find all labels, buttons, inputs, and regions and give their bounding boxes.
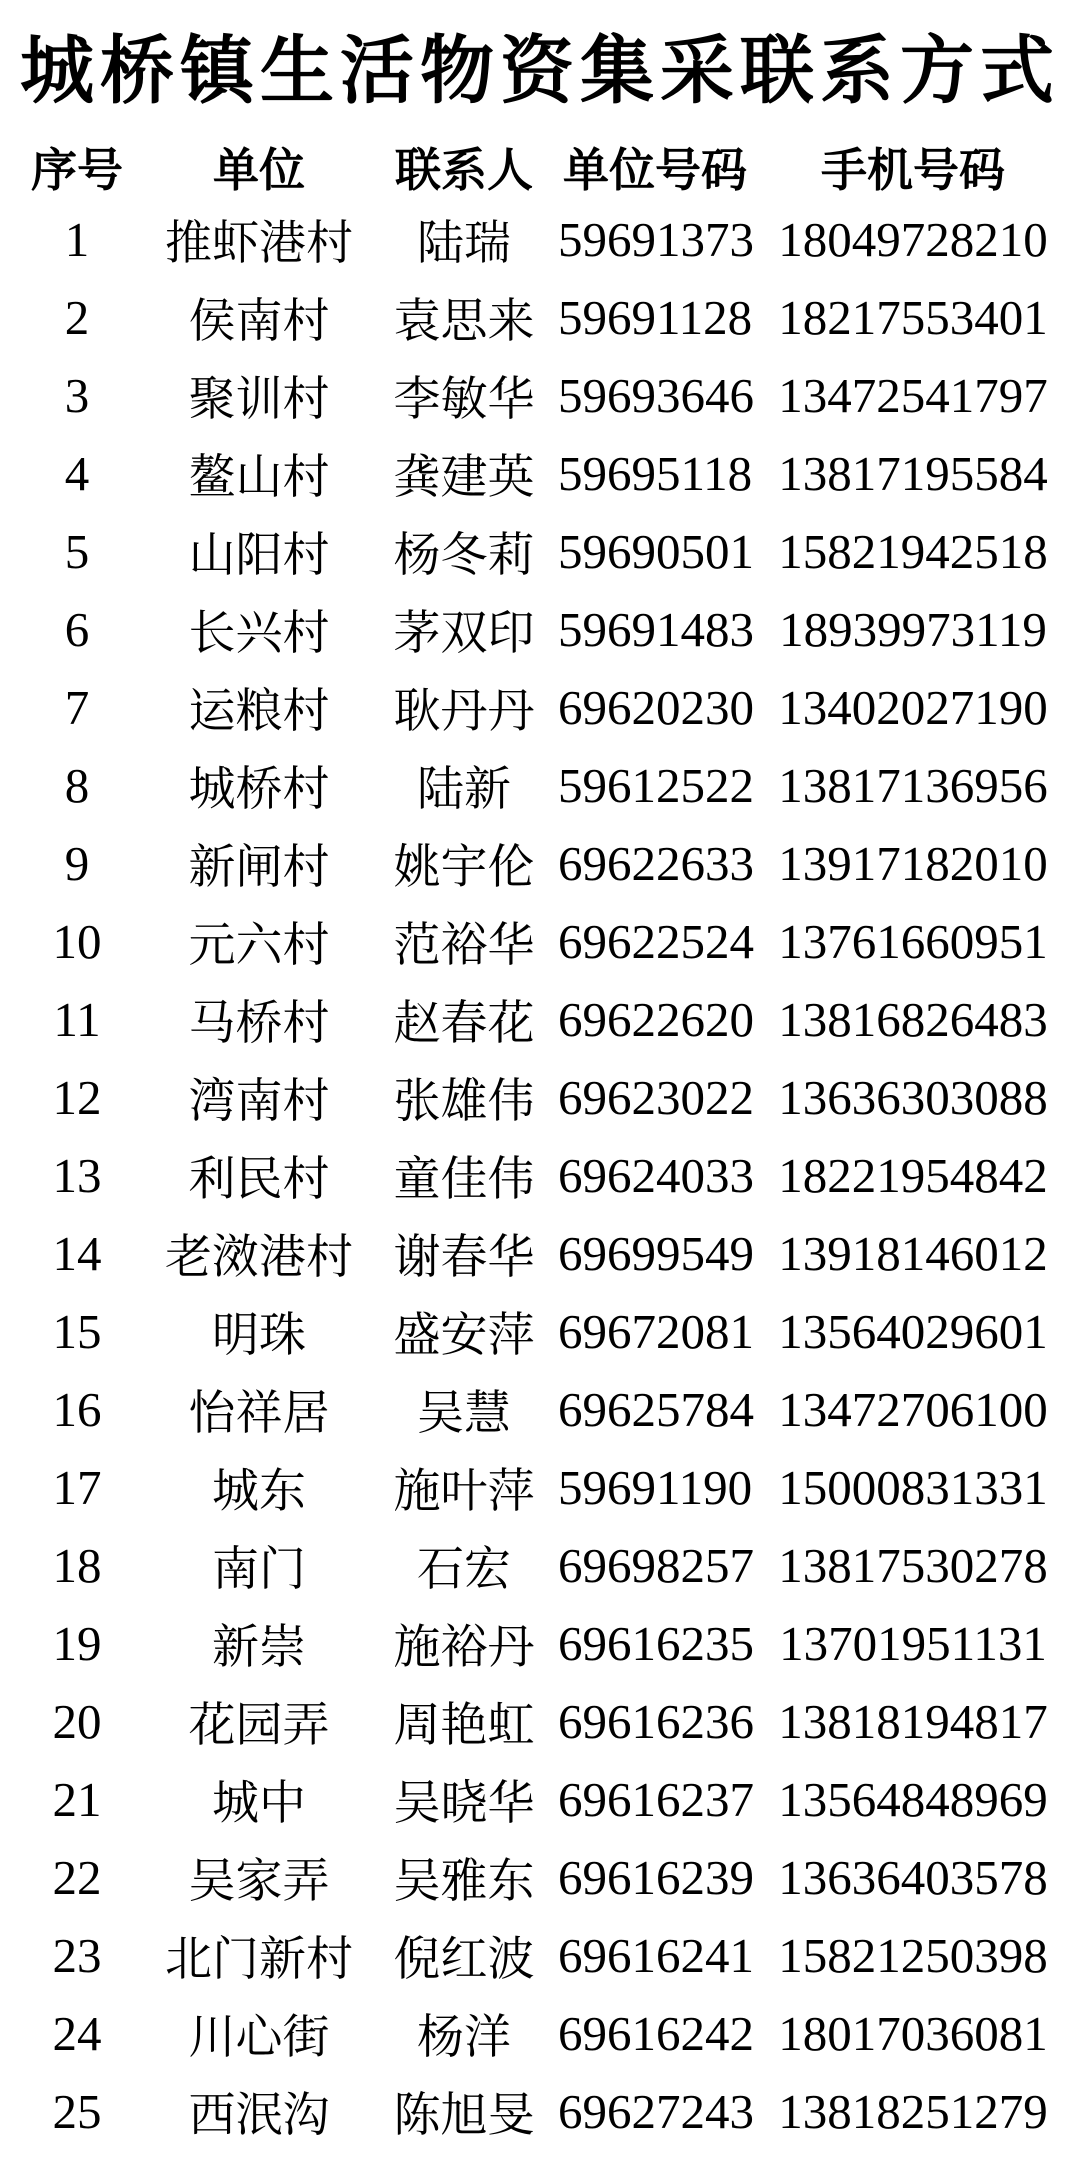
table-row <box>6 1760 1074 1838</box>
cell-unit: 元六村 <box>188 917 330 971</box>
table-row <box>6 434 1074 512</box>
cell-unit: 川心街 <box>188 2009 330 2063</box>
cell-no: 6 <box>64 601 90 657</box>
cell-unit: 运粮村 <box>188 683 330 737</box>
contact-table-body <box>6 200 1074 2150</box>
table-row <box>6 1136 1074 1214</box>
cell-unit: 城中 <box>212 1775 306 1829</box>
column-header-no: 序号 <box>31 144 123 196</box>
cell-mobile: 13636303088 <box>778 1069 1048 1125</box>
cell-no: 10 <box>52 913 102 969</box>
cell-mobile: 13636403578 <box>778 1849 1048 1905</box>
cell-unit: 城桥村 <box>188 761 330 815</box>
cell-mobile: 13817195584 <box>778 445 1048 501</box>
table-row <box>6 1604 1074 1682</box>
cell-unit-phone: 69620230 <box>558 679 754 735</box>
cell-contact: 施叶萍 <box>393 1463 535 1517</box>
cell-unit: 侯南村 <box>188 293 330 347</box>
table-row <box>6 746 1074 824</box>
cell-unit: 山阳村 <box>188 527 330 581</box>
cell-unit: 新闸村 <box>188 839 330 893</box>
table-row <box>6 824 1074 902</box>
cell-mobile: 13402027190 <box>778 679 1048 735</box>
cell-unit-phone: 69616242 <box>558 2005 754 2061</box>
cell-no: 7 <box>64 679 90 735</box>
cell-mobile: 13817530278 <box>778 1537 1048 1593</box>
cell-contact: 施裕丹 <box>393 1619 535 1673</box>
cell-mobile: 15821942518 <box>778 523 1048 579</box>
cell-unit: 鳌山村 <box>188 449 330 503</box>
cell-unit-phone: 69616241 <box>558 1927 754 1983</box>
table-row <box>6 356 1074 434</box>
table-row <box>6 1448 1074 1526</box>
cell-contact: 周艳虹 <box>393 1697 535 1751</box>
table-row <box>6 1292 1074 1370</box>
cell-contact: 吴雅东 <box>393 1853 535 1907</box>
cell-unit: 马桥村 <box>188 995 330 1049</box>
cell-mobile: 13564029601 <box>778 1303 1048 1359</box>
cell-no: 3 <box>64 367 90 423</box>
cell-contact: 杨洋 <box>417 2009 511 2063</box>
cell-unit: 南门 <box>212 1541 306 1595</box>
cell-no: 12 <box>52 1069 102 1125</box>
cell-unit: 怡祥居 <box>188 1385 330 1439</box>
cell-contact: 童佳伟 <box>393 1151 535 1205</box>
table-row <box>6 668 1074 746</box>
cell-no: 19 <box>52 1615 102 1671</box>
cell-contact: 李敏华 <box>393 371 535 425</box>
cell-mobile: 13472541797 <box>778 367 1048 423</box>
cell-unit-phone: 69622524 <box>558 913 754 969</box>
cell-mobile: 18939973119 <box>779 601 1047 657</box>
cell-no: 13 <box>52 1147 102 1203</box>
cell-unit-phone: 59693646 <box>558 367 754 423</box>
table-row <box>6 1370 1074 1448</box>
cell-no: 1 <box>64 211 90 267</box>
cell-unit: 西泯沟 <box>188 2087 330 2141</box>
cell-contact: 杨冬莉 <box>393 527 535 581</box>
cell-mobile: 13817136956 <box>778 757 1048 813</box>
cell-mobile: 15000831331 <box>778 1459 1048 1515</box>
cell-unit-phone: 69625784 <box>558 1381 754 1437</box>
cell-unit-phone: 69616239 <box>558 1849 754 1905</box>
cell-unit-phone: 69616236 <box>558 1693 754 1749</box>
cell-mobile: 13917182010 <box>778 835 1048 891</box>
cell-unit-phone: 69627243 <box>558 2083 754 2139</box>
cell-mobile: 13564848969 <box>778 1771 1048 1827</box>
cell-unit-phone: 69622633 <box>558 835 754 891</box>
cell-mobile: 15821250398 <box>778 1927 1048 1983</box>
cell-unit-phone: 69699549 <box>558 1225 754 1281</box>
page-title: 城桥镇生活物资集采联系方式 <box>20 29 1060 112</box>
cell-no: 17 <box>52 1459 102 1515</box>
cell-contact: 范裕华 <box>393 917 535 971</box>
cell-no: 9 <box>64 835 90 891</box>
cell-contact: 石宏 <box>417 1541 511 1595</box>
cell-no: 2 <box>64 289 90 345</box>
cell-no: 23 <box>52 1927 102 1983</box>
cell-mobile: 13701951131 <box>779 1615 1047 1671</box>
table-row <box>6 980 1074 1058</box>
table-row <box>6 200 1074 278</box>
table-row <box>6 902 1074 980</box>
cell-unit-phone: 59691483 <box>558 601 754 657</box>
cell-no: 15 <box>52 1303 102 1359</box>
cell-unit-phone: 59695118 <box>558 445 753 501</box>
cell-unit-phone: 59691190 <box>558 1459 753 1515</box>
cell-unit: 北门新村 <box>165 1931 353 1985</box>
cell-unit: 推虾港村 <box>165 215 353 269</box>
cell-contact: 袁思来 <box>393 293 535 347</box>
cell-no: 24 <box>52 2005 102 2061</box>
column-header-mobile: 手机号码 <box>821 144 1005 196</box>
cell-mobile: 13472706100 <box>778 1381 1048 1437</box>
contact-table <box>6 134 1074 2150</box>
cell-unit-phone: 59691373 <box>558 211 754 267</box>
cell-contact: 陈旭旻 <box>393 2087 535 2141</box>
cell-no: 18 <box>52 1537 102 1593</box>
cell-unit: 利民村 <box>188 1151 330 1205</box>
cell-contact: 陆新 <box>417 761 511 815</box>
cell-unit: 城东 <box>212 1463 306 1517</box>
column-header-contact: 联系人 <box>395 144 533 196</box>
cell-contact: 龚建英 <box>393 449 535 503</box>
cell-mobile: 13918146012 <box>778 1225 1048 1281</box>
cell-unit-phone: 69672081 <box>558 1303 754 1359</box>
table-row <box>6 2072 1074 2150</box>
cell-mobile: 13816826483 <box>778 991 1048 1047</box>
cell-contact: 耿丹丹 <box>393 683 535 737</box>
cell-contact: 倪红波 <box>393 1931 535 1985</box>
cell-contact: 茅双印 <box>393 605 535 659</box>
cell-unit-phone: 59690501 <box>558 523 754 579</box>
cell-unit-phone: 69623022 <box>558 1069 754 1125</box>
cell-contact: 谢春华 <box>393 1229 535 1283</box>
table-row <box>6 1526 1074 1604</box>
column-header-unit-phone: 单位号码 <box>563 144 747 196</box>
cell-unit-phone: 69622620 <box>558 991 754 1047</box>
table-row <box>6 1058 1074 1136</box>
cell-unit: 湾南村 <box>188 1073 330 1127</box>
cell-no: 11 <box>53 991 101 1047</box>
cell-contact: 姚宇伦 <box>393 839 535 893</box>
cell-unit-phone: 69616237 <box>558 1771 754 1827</box>
cell-unit-phone: 59612522 <box>558 757 754 813</box>
cell-no: 22 <box>52 1849 102 1905</box>
table-row <box>6 278 1074 356</box>
cell-contact: 张雄伟 <box>393 1073 535 1127</box>
cell-unit-phone: 69698257 <box>558 1537 754 1593</box>
cell-unit-phone: 69624033 <box>558 1147 754 1203</box>
cell-unit-phone: 59691128 <box>558 289 753 345</box>
cell-contact: 盛安萍 <box>393 1307 535 1361</box>
table-row <box>6 590 1074 668</box>
table-row <box>6 512 1074 590</box>
cell-unit-phone: 69616235 <box>558 1615 754 1671</box>
cell-unit: 聚训村 <box>188 371 330 425</box>
cell-no: 20 <box>52 1693 102 1749</box>
cell-unit: 新崇 <box>212 1619 306 1673</box>
cell-unit: 长兴村 <box>188 605 330 659</box>
cell-no: 16 <box>52 1381 102 1437</box>
cell-unit: 花园弄 <box>188 1697 330 1751</box>
cell-contact: 吴晓华 <box>393 1775 535 1829</box>
cell-unit: 老滧港村 <box>165 1229 353 1283</box>
cell-no: 8 <box>64 757 90 813</box>
cell-unit: 吴家弄 <box>188 1853 330 1907</box>
table-header-row <box>6 134 1074 200</box>
cell-unit: 明珠 <box>212 1307 306 1361</box>
cell-mobile: 13761660951 <box>778 913 1048 969</box>
cell-no: 5 <box>64 523 90 579</box>
cell-no: 4 <box>64 445 90 501</box>
column-header-unit: 单位 <box>213 144 305 196</box>
cell-mobile: 13818194817 <box>778 1693 1048 1749</box>
cell-mobile: 18221954842 <box>778 1147 1048 1203</box>
cell-no: 21 <box>52 1771 102 1827</box>
cell-contact: 陆瑞 <box>417 215 511 269</box>
cell-contact: 赵春花 <box>393 995 535 1049</box>
cell-mobile: 13818251279 <box>778 2083 1048 2139</box>
table-row <box>6 1214 1074 1292</box>
cell-mobile: 18217553401 <box>778 289 1048 345</box>
table-row <box>6 1916 1074 1994</box>
table-row <box>6 1994 1074 2072</box>
cell-no: 25 <box>52 2083 102 2139</box>
table-row <box>6 1682 1074 1760</box>
table-row <box>6 1838 1074 1916</box>
cell-mobile: 18049728210 <box>778 211 1048 267</box>
cell-mobile: 18017036081 <box>778 2005 1048 2061</box>
cell-no: 14 <box>52 1225 102 1281</box>
cell-contact: 吴慧 <box>417 1385 511 1439</box>
